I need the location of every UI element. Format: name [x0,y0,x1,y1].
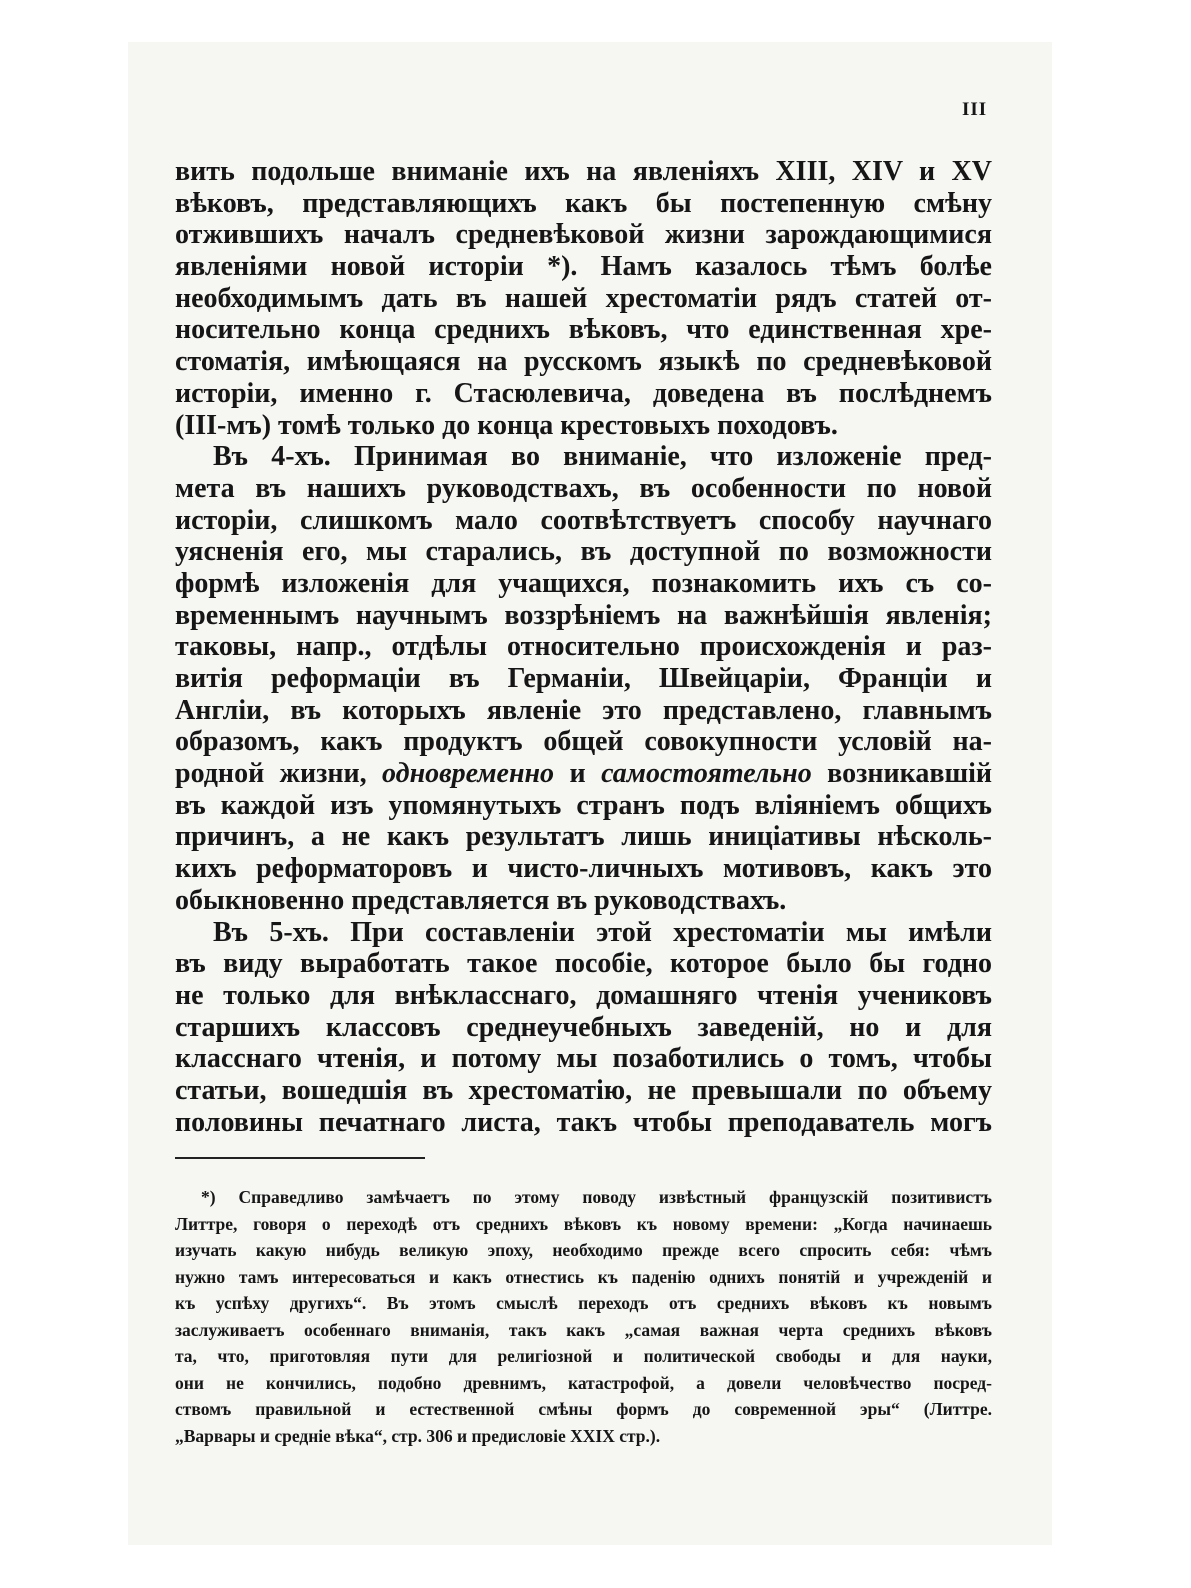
paragraph-start-line: Въ 5-хъ. При составленіи этой хрестоматіи мы имѣли [213,916,992,948]
emphasis-text: самостоятельно [601,758,812,790]
text-line: статьи, вошедшія въ хрестоматію, не превышали по объему [175,1074,992,1106]
text-line: причинъ, а не какъ результатъ лишь иниціативы нѣсколь- [175,821,992,853]
footnote-line: заслуживаетъ особеннаго вниманія, такъ какъ „самая важная черта среднихъ вѣковъ [175,1319,992,1340]
text-line: мета въ нашихъ руководствахъ, въ особенности по новой [175,472,992,504]
page-number: III [962,99,988,120]
text-line: стоматія, имѣющаяся на русскомъ языкѣ по средневѣковой [175,346,992,378]
text-segment: и [554,758,602,790]
text-line: Англіи, въ которыхъ явленіе это представлено, главнымъ [175,694,992,726]
footnote-separator [175,1157,425,1159]
footnote-line: ствомъ правильной и естественной смѣны формъ до современной эры“ (Литтре. [175,1399,992,1419]
footnote-line: *) Справедливо замѣчаетъ по этому поводу извѣстный французскій позитивистъ [201,1187,992,1207]
text-line: отжившихъ началъ средневѣковой жизни зарождающимися [175,219,992,251]
footnote-line: къ успѣху другихъ“. Въ этомъ смыслѣ переходъ отъ среднихъ вѣковъ къ новымъ [175,1293,992,1313]
emphasis-text: одновременно [382,758,555,790]
footnote-line: они не кончились, подобно древнимъ, катастрофой, а довели человѣчество посред- [175,1372,992,1393]
text-line: класснаго чтенія, и потому мы позаботились о томъ, чтобы [175,1043,992,1075]
text-line-with-emphasis [175,758,992,790]
text-line: обыкновенно представляется въ руководствахъ. [175,884,787,916]
text-segment: возникавшій [811,758,992,790]
text-line: старшихъ классовъ среднеучебныхъ заведеній, но и для [175,1011,992,1043]
text-line: исторіи, именно г. Стасюлевича, доведена въ послѣднемъ [175,377,992,409]
footnote-line: нужно тамъ интересоваться и какъ отнестись къ паденію однихъ понятій и учрежденій и [175,1266,992,1287]
text-line: витія реформаціи въ Германіи, Швейцаріи, Франціи и [175,663,992,694]
text-line: въ виду выработать такое пособіе, которое было бы годно [175,948,992,980]
footnote-line: Литтре, говоря о переходѣ отъ среднихъ вѣковъ къ новому времени: „Когда начинаешь [175,1213,992,1234]
text-line: въ каждой изъ упомянутыхъ странъ подъ вліяніемъ общихъ [175,789,992,821]
text-segment: родной жизни, [175,758,383,790]
text-line: (III-мъ) томѣ только до конца крестовыхъ походовъ. [175,409,838,441]
text-line: вить подольше вниманіе ихъ на явленіяхъ XIII, XIV и XV [175,156,992,187]
text-line: носительно конца среднихъ вѣковъ, что единственная хре- [175,314,992,346]
text-line: вѣковъ, представляющихъ какъ бы постепенную смѣну [175,187,992,219]
footnote-line: изучать какую нибудь великую эпоху, необходимо прежде всего спросить себя: чѣмъ [175,1240,992,1260]
footnote-line: „Варвары и средніе вѣка“, стр. 306 и предисловіе XXIX стр.). [175,1425,661,1446]
text-line: уясненія его, мы старались, въ доступной по возможности [175,536,992,568]
text-line: исторіи, слишкомъ мало соотвѣтствуетъ способу научнаго [175,504,992,536]
main-text [175,156,992,1138]
text-line: формѣ изложенія для учащихся, познакомить ихъ съ со- [175,567,992,599]
text-line: кихъ реформаторовъ и чисто-личныхъ мотивовъ, какъ это [175,853,992,885]
text-line: таковы, напр., отдѣлы относительно происхожденія и раз- [175,631,992,663]
paragraph-start-line: Въ 4-хъ. Принимая во вниманіе, что изложеніе пред- [213,441,992,473]
text-line: явленіями новой исторіи *). Намъ казалось тѣмъ болѣе [175,251,992,283]
text-line: необходимымъ дать въ нашей хрестоматіи рядъ статей от- [175,282,992,314]
text-line: половины печатнаго листа, такъ чтобы преподаватель могъ [175,1106,992,1138]
text-line: образомъ, какъ продуктъ общей совокупности условій на- [175,726,992,758]
footnote [175,1184,992,1449]
text-line: не только для внѣкласснаго, домашняго чтенія учениковъ [175,979,992,1011]
text-line: временнымъ научнымъ воззрѣніемъ на важнѣйшія явленія; [175,599,992,631]
footnote-line: та, что, приготовляя пути для религіозной и политической свободы и для науки, [175,1346,992,1366]
